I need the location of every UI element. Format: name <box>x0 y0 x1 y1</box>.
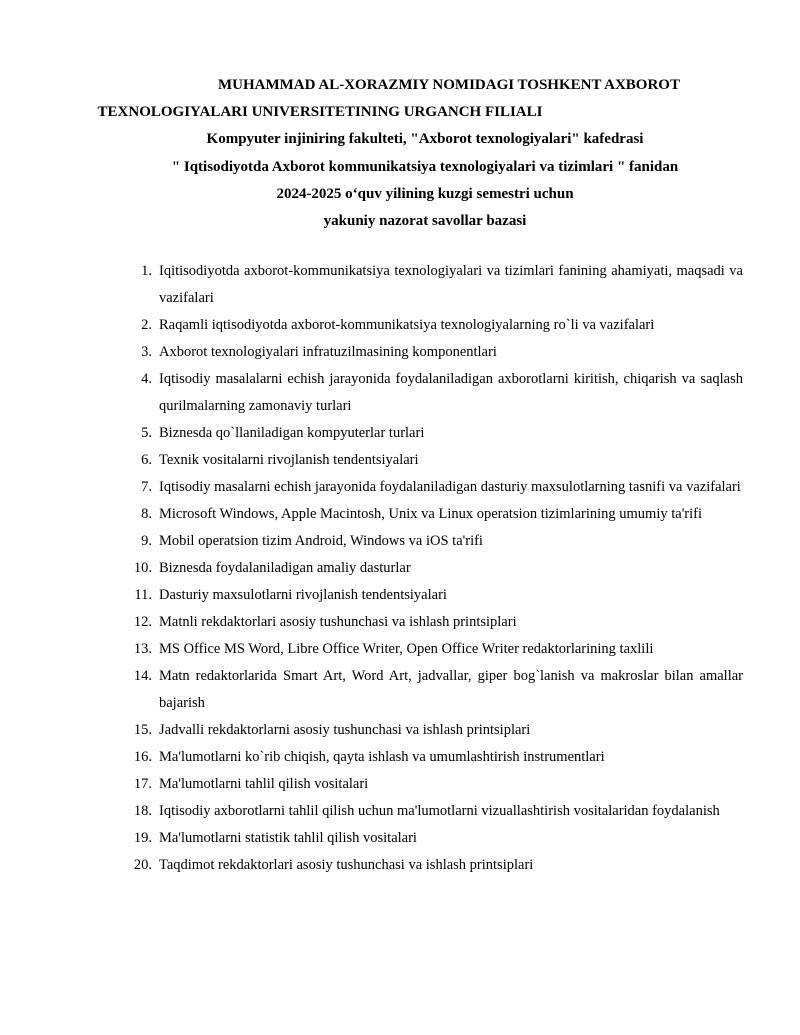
list-item <box>0 420 800 447</box>
question-number: 20. <box>133 857 152 873</box>
question-number: 1. <box>141 263 152 279</box>
list-item <box>0 528 800 555</box>
question-text: Iqitisodiyotda axborot-kommunikatsiya texnologiyalari va tizimlari fanining ahamiyati, maqsadi va vazifalari <box>159 263 743 306</box>
university-name-line-2: TEXNOLOGIYALARI UNIVERSITETINING URGANCH FILIALI <box>97 104 543 121</box>
question-text: Taqdimot rekdaktorlari asosiy tushunchasi va ishlash printsiplari <box>159 857 534 873</box>
list-item <box>0 717 800 744</box>
list-item <box>0 744 800 771</box>
list-item <box>0 474 800 501</box>
faculty-department-line: Kompyuter injiniring fakulteti, "Axborot texnologiyalari" kafedrasi <box>206 131 644 148</box>
question-number: 8. <box>141 506 152 522</box>
question-text: Matnli rekdaktorlari asosiy tushunchasi va ishlash printsiplari <box>159 614 517 630</box>
list-item <box>0 312 800 339</box>
question-number: 15. <box>133 722 152 738</box>
question-text: Mobil operatsion tizim Android, Windows va iOS ta'rifi <box>159 533 483 549</box>
question-number: 2. <box>141 317 152 333</box>
question-number: 14. <box>133 668 152 684</box>
question-number: 10. <box>133 560 152 576</box>
list-item <box>0 852 800 879</box>
question-text: Iqtisodiy masalarni echish jarayonida foydalaniladigan dasturiy maxsulotlarning tasnifi va vazifalari <box>159 479 741 495</box>
question-text: Ma'lumotlarni tahlil qilish vositalari <box>159 776 369 792</box>
list-item <box>0 798 800 825</box>
question-list <box>0 258 800 879</box>
list-item <box>0 771 800 798</box>
question-number: 19. <box>133 830 152 846</box>
question-text: Iqtisodiy masalalarni echish jarayonida foydalaniladigan axborotlarni kiritish, chiqarish va saqlash qurilmalarning zamonaviy turlari <box>159 371 743 414</box>
list-item <box>0 636 800 663</box>
question-number: 7. <box>141 479 152 495</box>
list-item <box>0 366 800 420</box>
question-text: Microsoft Windows, Apple Macintosh, Unix va Linux operatsion tizimlarining umumiy ta'rifi <box>159 506 703 522</box>
question-text: Iqtisodiy axborotlarni tahlil qilish uchun ma'lumotlarni vizuallashtirish vositalaridan foydalanish <box>159 803 720 819</box>
question-text: Dasturiy maxsulotlarni rivojlanish tendentsiyalari <box>159 587 447 603</box>
list-item <box>0 339 800 366</box>
university-name-line-1: MUHAMMAD AL-XORAZMIY NOMIDAGI TOSHKENT AXBOROT <box>218 77 680 93</box>
list-item <box>0 447 800 474</box>
question-number: 4. <box>141 371 152 387</box>
list-item <box>0 825 800 852</box>
question-number: 18. <box>133 803 152 819</box>
question-text: Ma'lumotlarni ko`rib chiqish, qayta ishlash va umumlashtirish instrumentlari <box>159 749 605 765</box>
question-text: Texnik vositalarni rivojlanish tendentsiyalari <box>159 452 419 468</box>
document-header <box>0 72 800 235</box>
course-title-line: " Iqtisodiyotda Axborot kommunikatsiya texnologiyalari va tizimlari " fanidan <box>171 158 679 175</box>
question-number: 12. <box>133 614 152 630</box>
question-number: 16. <box>133 749 152 765</box>
question-number: 17. <box>133 776 152 792</box>
question-number: 5. <box>141 425 152 441</box>
document-title-line: yakuniy nazorat savollar bazasi <box>323 213 527 230</box>
question-text: Biznesda qo`llaniladigan kompyuterlar turlari <box>159 425 425 441</box>
question-text: Jadvalli rekdaktorlarni asosiy tushunchasi va ishlash printsiplari <box>159 722 531 738</box>
question-text: Biznesda foydalaniladigan amaliy dasturlar <box>159 560 411 576</box>
question-number: 13. <box>133 641 152 657</box>
semester-line: 2024-2025 o‘quv yilining kuzgi semestri uchun <box>276 185 574 202</box>
list-item <box>0 582 800 609</box>
question-text: Axborot texnologiyalari infratuzilmasining komponentlari <box>159 344 497 360</box>
list-item <box>0 258 800 312</box>
question-number: 6. <box>141 452 152 468</box>
question-text: Matn redaktorlarida Smart Art, Word Art, jadvallar, giper bog`lanish va makroslar bilan amallar bajarish <box>159 668 743 711</box>
list-item <box>0 501 800 528</box>
list-item <box>0 663 800 717</box>
question-number: 9. <box>141 533 152 549</box>
question-text: Raqamli iqtisodiyotda axborot-kommunikatsiya texnologiyalarning ro`li va vazifalari <box>159 317 655 333</box>
question-number: 11. <box>134 587 152 603</box>
question-text: MS Office MS Word, Libre Office Writer, Open Office Writer redaktorlarining taxlili <box>159 641 654 657</box>
list-item <box>0 555 800 582</box>
question-number: 3. <box>141 344 152 360</box>
question-text: Ma'lumotlarni statistik tahlil qilish vositalari <box>159 830 417 846</box>
list-item <box>0 609 800 636</box>
